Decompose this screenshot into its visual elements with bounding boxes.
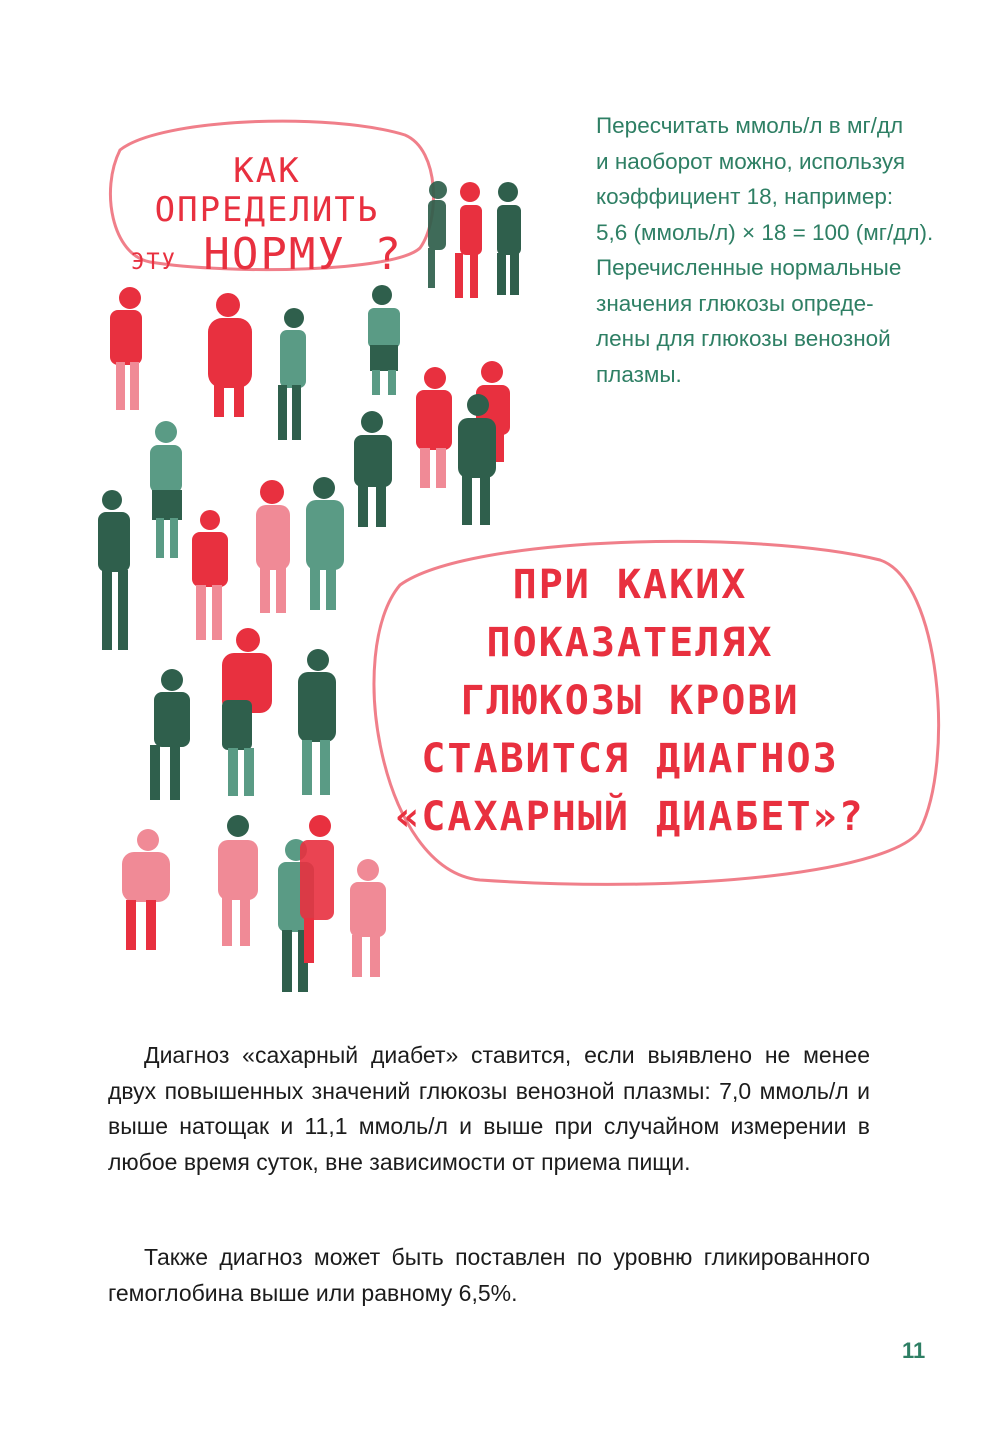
note-line: плазмы. bbox=[596, 361, 682, 387]
large-bubble-line3: ГЛЮКОЗЫ КРОВИ bbox=[460, 678, 800, 724]
person-figure bbox=[354, 411, 392, 527]
note-line: 5,6 (ммоль/л) × 18 = 100 (мг/дл). bbox=[596, 219, 934, 245]
person-figure bbox=[368, 285, 400, 395]
small-bubble-line2: ЭТУ bbox=[131, 250, 177, 276]
large-bubble-question bbox=[380, 556, 880, 846]
large-bubble-line4: СТАВИТСЯ ДИАГНОЗ bbox=[421, 736, 839, 782]
small-bubble-question bbox=[112, 152, 422, 281]
conversion-note bbox=[596, 108, 976, 392]
body-paragraph-hba1c: Также диагноз может быть поставлен по уровню гликированного гемоглобина выше или равному 6,5%. bbox=[108, 1244, 870, 1306]
person-figure bbox=[122, 829, 170, 950]
person-figure bbox=[256, 480, 290, 613]
note-line: Перечисленные нормальные bbox=[596, 255, 902, 280]
person-figure bbox=[98, 490, 130, 650]
person-figure bbox=[306, 477, 344, 610]
body-paragraph-diagnosis: Диагноз «сахарный диабет» ставится, если выявлено не менее двух повышенных значений глюкозы венозной плазмы: 7,0 ммоль/л и выше натощак и 11,1 ммоль/л и выше при случайном измерении в любое время суток, вне зависимости от приема пищи. bbox=[108, 1042, 870, 1175]
person-figure bbox=[150, 669, 190, 800]
person-figure bbox=[110, 287, 142, 410]
person-figure bbox=[455, 182, 482, 298]
note-line: коэффициент 18, например: bbox=[596, 184, 894, 209]
note-line: Пересчитать ммоль/л в мг/дл bbox=[596, 113, 904, 138]
large-bubble-line1: ПРИ КАКИХ bbox=[512, 562, 748, 608]
person-figure bbox=[192, 510, 228, 640]
person-figure bbox=[218, 815, 258, 946]
note-line: лены для глюкозы венозной bbox=[596, 326, 891, 351]
small-bubble-line2-big: НОРМУ ? bbox=[203, 229, 403, 281]
person-figure bbox=[497, 182, 521, 295]
large-bubble-line5: «САХАРНЫЙ ДИАБЕТ»? bbox=[395, 794, 865, 840]
person-figure bbox=[150, 421, 182, 558]
person-figure bbox=[416, 367, 452, 488]
person-figure bbox=[222, 628, 272, 796]
person-figure bbox=[300, 815, 334, 963]
person-figure bbox=[350, 859, 386, 977]
small-bubble-line1: КАК ОПРЕДЕЛИТЬ bbox=[154, 151, 380, 231]
person-figure bbox=[278, 308, 306, 440]
large-bubble-line2: ПОКАЗАТЕЛЯХ bbox=[486, 620, 774, 666]
note-line: значения глюкозы опреде- bbox=[596, 290, 874, 316]
page-number: 11 bbox=[902, 1338, 926, 1363]
person-figure bbox=[298, 649, 336, 795]
person-figure bbox=[208, 293, 252, 417]
note-line: и наоборот можно, используя bbox=[596, 148, 906, 174]
person-figure bbox=[428, 181, 447, 288]
